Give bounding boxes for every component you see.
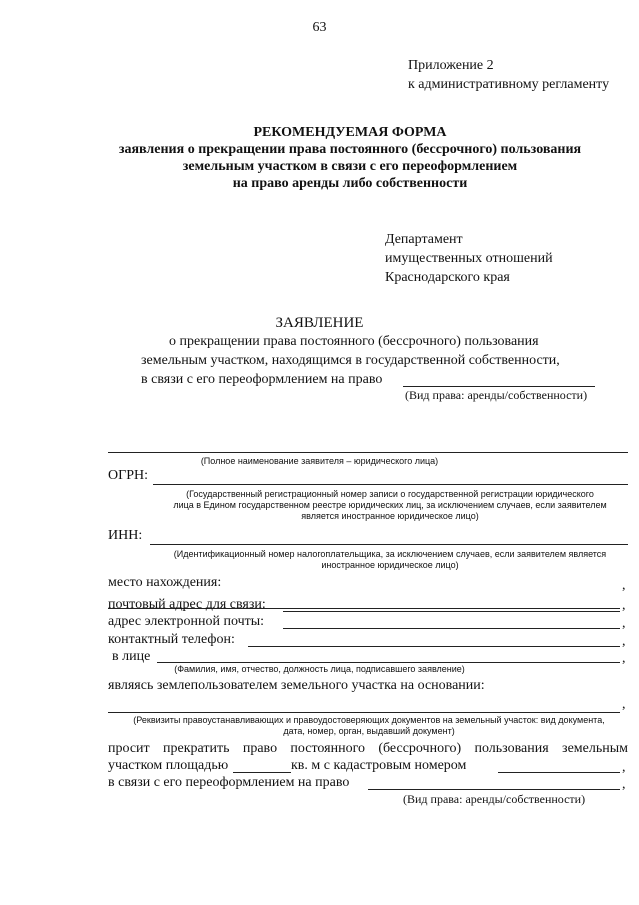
statement-line-3: в связи с его переоформлением на право xyxy=(141,372,383,387)
phone-label: контактный телефон: xyxy=(108,632,235,647)
request-area-label: участком площадью xyxy=(108,758,229,773)
postal-address-field[interactable] xyxy=(283,611,620,612)
email-comma: , xyxy=(622,616,626,631)
location-comma: , xyxy=(622,578,626,593)
right-type-hint: (Вид права: аренды/собственности) xyxy=(405,388,588,402)
right-type-field-2[interactable] xyxy=(368,789,620,790)
department-line-3: Краснодарского края xyxy=(385,270,510,285)
ogrn-label: ОГРН: xyxy=(108,468,148,483)
phone-comma: , xyxy=(622,634,626,649)
right-type-field[interactable] xyxy=(403,386,595,387)
cadastral-comma: , xyxy=(622,760,626,775)
title-line-4: на право аренды либо собственности xyxy=(232,176,468,191)
basis-field[interactable] xyxy=(108,712,620,713)
appendix-line-2: к административному регламенту xyxy=(408,77,610,92)
request-area-post: кв. м с кадастровым номером xyxy=(291,758,467,773)
person-label: в лице xyxy=(112,649,151,664)
postal-comma: , xyxy=(622,598,626,613)
area-field[interactable] xyxy=(233,772,291,773)
person-hint: (Фамилия, имя, отчество, должность лица, подписавшего заявление) xyxy=(174,664,465,674)
ogrn-hint-line-2: лица в Едином государственном реестре юридических лиц, за исключением случаев, если заявителем xyxy=(173,500,607,510)
form-title xyxy=(60,124,639,192)
inn-hint xyxy=(150,549,630,571)
appendix-line-1: Приложение 2 xyxy=(408,58,494,73)
ogrn-field[interactable] xyxy=(153,484,628,485)
applicant-hint: (Полное наименование заявителя – юридического лица) xyxy=(200,456,439,466)
title-line-2: заявления о прекращении права постоянного (бессрочного) пользования xyxy=(118,142,582,157)
right-type-hint-2: (Вид права: аренды/собственности) xyxy=(403,792,586,806)
right-type-comma: , xyxy=(622,777,626,792)
basis-hint-line-1: (Реквизиты правоустанавливающих и правоудостоверяющих документов на земельный участок: вид документа, xyxy=(133,715,605,725)
appendix-note xyxy=(408,56,609,94)
request-line-1: просит прекратить право постоянного (бессрочного) пользования земельным xyxy=(108,741,628,756)
applicant-name-field[interactable] xyxy=(108,452,628,453)
ogrn-hint xyxy=(150,489,630,522)
statement-line-1: о прекращении права постоянного (бессрочного) пользования xyxy=(169,334,539,349)
basis-comma: , xyxy=(622,697,626,712)
statement-heading: ЗАЯВЛЕНИЕ xyxy=(275,315,364,331)
basis-hint xyxy=(104,715,634,737)
department-line-2: имущественных отношений xyxy=(385,251,553,266)
ogrn-hint-line-3: является иностранное юридическое лицо) xyxy=(301,511,479,521)
department-block xyxy=(385,230,553,287)
basis-label: являясь землепользователем земельного участка на основании: xyxy=(108,678,485,693)
basis-hint-line-2: дата, номер, орган, выдавший документ) xyxy=(283,726,455,736)
inn-hint-line-2: иностранное юридическое лицо) xyxy=(321,560,459,570)
title-line-1: РЕКОМЕНДУЕМАЯ ФОРМА xyxy=(253,125,447,140)
ogrn-hint-line-1: (Государственный регистрационный номер записи о государственной регистрации юридического xyxy=(186,489,594,499)
person-comma: , xyxy=(622,651,626,666)
page-number: 63 xyxy=(312,20,327,35)
request-line-3: в связи с его переоформлением на право xyxy=(108,775,350,790)
department-line-1: Департамент xyxy=(385,232,463,247)
email-label: адрес электронной почты: xyxy=(108,614,265,629)
inn-field[interactable] xyxy=(150,544,628,545)
title-line-3: земельным участком в связи с его переоформлением xyxy=(182,159,518,174)
inn-hint-line-1: (Идентификационный номер налогоплательщика, за исключением случаев, если заявителем является xyxy=(173,549,607,559)
postal-label: почтовый адрес для связи: xyxy=(108,597,266,612)
inn-label: ИНН: xyxy=(108,528,143,543)
location-label: место нахождения: xyxy=(108,575,222,590)
email-field[interactable] xyxy=(283,628,620,629)
statement-line-2: земельным участком, находящимся в государственной собственности, xyxy=(141,353,560,368)
cadastral-number-field[interactable] xyxy=(498,772,620,773)
person-field[interactable] xyxy=(157,662,620,663)
phone-field[interactable] xyxy=(248,646,620,647)
